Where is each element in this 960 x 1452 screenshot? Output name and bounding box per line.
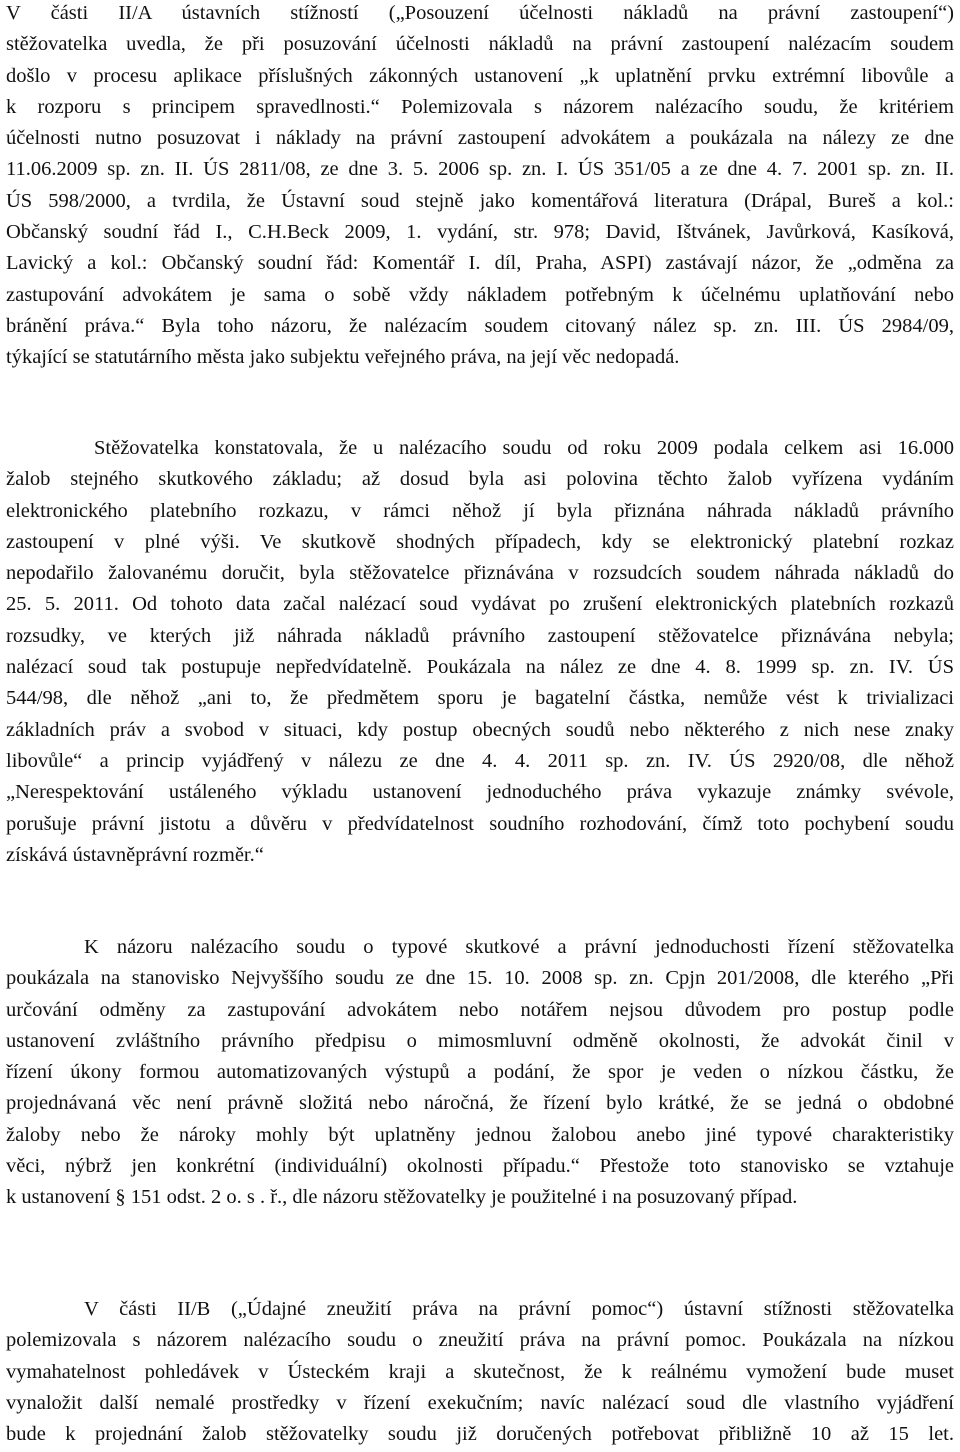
text-line: ustanovení zvláštního právního předpisu o mimosmluvní odměně okolnosti, že advokát činil v xyxy=(6,1029,954,1052)
paragraph-supreme-court-opinion xyxy=(6,932,954,1214)
text-line: řízení úkony formou automatizovaných výstupů a podání, že spor je veden o nízkou částku, že xyxy=(6,1061,954,1084)
text-line: žalob stejného skutkového základu; až dosud byla asi polovina těchto žalob vyřízena vydáním xyxy=(6,468,954,491)
text-line: nalézací soud tak postupuje nepředvídatelně. Poukázala na nález ze dne 4. 8. 1999 sp. zn. IV. ÚS xyxy=(6,656,954,679)
text-line: došlo v procesu aplikace příslušných zákonných ustanovení „k uplatnění prvku extrémní libovůle a xyxy=(6,64,954,87)
text-line: vynaložit další nemalé prostředky v řízení exekučním; navíc nalézací soud dle vlastního vyjádření xyxy=(6,1391,954,1414)
text-line: bude k projednání žalob stěžovatelky soudu již doručených potřebovat přibližně 10 až 15 let. xyxy=(6,1423,954,1446)
text-line: poukázala na stanovisko Nejvyššího soudu ze dne 15. 10. 2008 sp. zn. Cpjn 201/2008, dle kterého „Při xyxy=(6,967,954,990)
text-line: k ustanovení § 151 odst. 2 o. s . ř., dle názoru stěžovatelky je použitelné i na posuzovaný případ. xyxy=(6,1186,798,1209)
text-line: věci, nýbrž jen konkrétní (individuální) okolnosti případu.“ Přestože toto stanovisko se vztahuje xyxy=(6,1155,954,1178)
text-line: Lavický a kol.: Občanský soudní řád: Komentář I. díl, Praha, ASPI) zastávají názor, že „odměna za xyxy=(6,252,954,275)
text-line: V části II/A ústavních stížností („Posouzení účelnosti nákladů na právní zastoupení“) xyxy=(6,2,954,24)
text-line: K názoru nalézacího soudu o typové skutkové a právní jednoduchosti řízení stěžovatelka xyxy=(84,936,954,958)
text-line: nepodařilo žalovanému doručit, byla stěžovatelce přiznávána v rozsudcích soudem náhrada nákladů do xyxy=(6,562,954,585)
text-line: polemizovala s názorem nalézacího soudu o zneužití práva na právní pomoc. Poukázala na nízkou xyxy=(6,1329,954,1352)
text-line: vymahatelnost pohledávek v Ústeckém kraji a skutečnost, že k reálnému vymožení bude muset xyxy=(6,1360,954,1383)
text-line: zastupování advokátem je sama o sobě vždy nákladem potřebným k účelnému uplatňování nebo xyxy=(6,283,954,306)
paragraph-part-iib xyxy=(6,1294,954,1450)
text-line: rozsudky, ve kterých již náhrada nákladů právního zastoupení stěžovatelce přiznávána nebyla; xyxy=(6,624,954,647)
text-line: Stěžovatelka konstatovala, že u nalézacího soudu od roku 2009 podala celkem asi 16.000 xyxy=(94,437,954,459)
text-line: týkající se statutárního města jako subjektu veřejného práva, na její věc nedopadá. xyxy=(6,346,680,369)
text-line: zastoupení v plné výši. Ve skutkově shodných případech, kdy se elektronický platební rozkaz xyxy=(6,530,954,553)
text-line: porušuje právní jistotu a důvěru v předvídatelnost soudního rozhodování, čímž toto pochybení soudu xyxy=(6,812,954,835)
text-line: 25. 5. 2011. Od tohoto data začal nalézací soud vydávat po zrušení elektronických platebních rozkazů xyxy=(6,593,954,616)
text-line: určování odměny za zastupování advokátem nebo notářem nejsou důvodem pro postup podle xyxy=(6,998,954,1021)
text-line: „Nerespektování ustáleného výkladu ustanovení jednoduchého práva vykazuje známky svévole, xyxy=(6,781,954,804)
text-line: základních práv a svobod v situaci, kdy postup obecných soudů nebo některého z nich nese znaky xyxy=(6,718,954,741)
text-line: získává ústavněprávní rozměr.“ xyxy=(6,843,264,866)
text-line: bránění práva.“ Byla toho názoru, že nalézacím soudem citovaný nález sp. zn. III. ÚS 2984/09, xyxy=(6,314,954,337)
text-line: účelnosti nutno posuzovat i náklady na právní zastoupení advokátem a poukázala na nálezy ze dne xyxy=(6,127,954,150)
paragraph-claims-count xyxy=(6,433,954,871)
text-line: elektronického platebního rozkazu, v rámci něhož jí byla přiznána náhrada nákladů právního xyxy=(6,499,954,522)
text-line: 11.06.2009 sp. zn. II. ÚS 2811/08, ze dne 3. 5. 2006 sp. zn. I. ÚS 351/05 a ze dne 4. 7. 2001 sp. zn. II. xyxy=(6,158,954,181)
text-line: V části II/B („Údajné zneužití práva na právní pomoc“) ústavní stížnosti stěžovatelka xyxy=(84,1298,954,1320)
text-line: ÚS 598/2000, a tvrdila, že Ústavní soud stejně jako komentářová literatura (Drápal, Bureš a kol.: xyxy=(6,189,954,212)
paragraph-part-iia xyxy=(6,0,954,374)
text-line: žaloby nebo že nároky mohly být uplatněny jednou žalobou anebo jiné typové charakteristiky xyxy=(6,1123,954,1146)
text-line: Občanský soudní řád I., C.H.Beck 2009, 1. vydání, str. 978; David, Ištvánek, Javůrková, Kasíková, xyxy=(6,221,954,244)
text-line: 544/98, dle něhož „ani to, že předmětem sporu je bagatelní částka, nemůže vést k trivializaci xyxy=(6,687,954,710)
text-line: k rozporu s principem spravedlnosti.“ Polemizovala s názorem nalézacího soudu, že kritériem xyxy=(6,95,954,118)
text-line: libovůle“ a princip vyjádřený v nálezu ze dne 4. 4. 2011 sp. zn. IV. ÚS 2920/08, dle něhož xyxy=(6,749,954,772)
text-line: projednávaná věc není právně složitá nebo náročná, že řízení bylo krátké, že se jedná o obdobné xyxy=(6,1092,954,1115)
text-line: stěžovatelka uvedla, že při posuzování účelnosti nákladů na právní zastoupení nalézacím soudem xyxy=(6,33,954,56)
